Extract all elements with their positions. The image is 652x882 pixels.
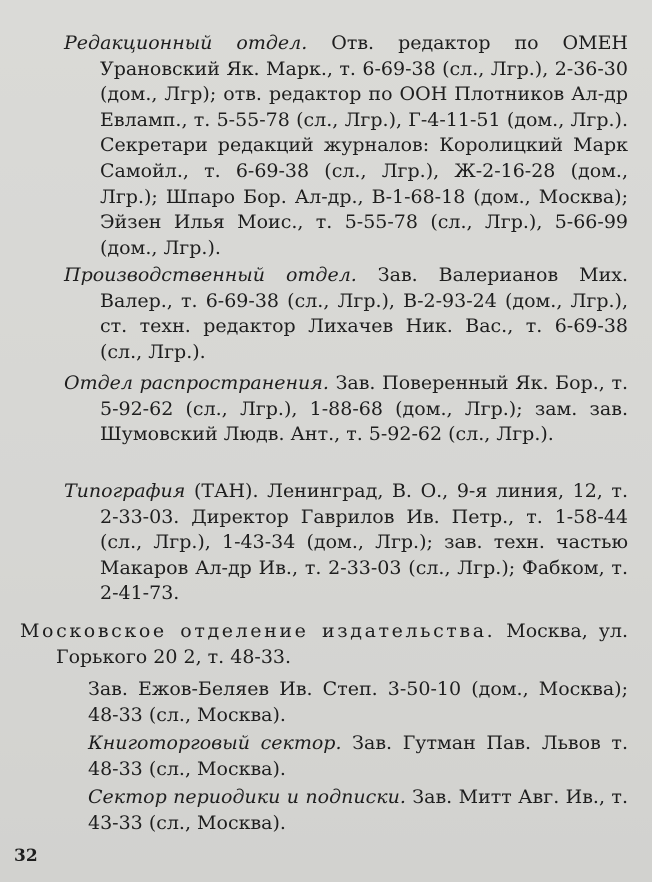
entry-moscow-head (88, 677, 628, 728)
entry-production-department (64, 263, 629, 365)
page-number: 32 (14, 846, 38, 866)
entry-printing-house (64, 479, 628, 607)
entry-text: Зав. Ежов-Беляев Ив. Степ. 3-50-10 (дом., Москва); 48-33 (сл., Москва). (88, 678, 628, 726)
entry-text: Зав. Поверенный Як. Бор., т. 5-92-62 (сл., Лгр.), 1-88-68 (дом., Лгр.); зам. зав. Шумовский Людв. Ант., т. 5-92-62 (сл., Лгр.). (100, 372, 629, 446)
entry-editorial-department (64, 31, 629, 261)
entry-text: Зав. Валерианов Мих. Валер., т. 6-69-38 (сл., Лгр.), В-2-93-24 (дом., Лгр.), ст. техн. редактор Лихачев Ник. Вас., т. 6-69-38 (сл., Лгр.). (100, 264, 629, 363)
entry-text: Москва, ул. Горького 20 2, т. 48-33. (56, 620, 628, 668)
entry-heading: Производственный отдел. (64, 264, 357, 286)
entry-heading: Отдел распространения. (64, 372, 329, 394)
entry-text: (ТАН). Ленинград, В. О., 9-я линия, 12, т. 2-33-03. Директор Гаврилов Ив. Петр., т. 1-58-44 (сл., Лгр.), 1-43-34 (дом., Лгр.); зав. техн. частью Макаров Ал-др Ив., т. 2-33-03 (сл., Лгр.); Фабком, т. 2-41-73. (100, 480, 628, 605)
entry-heading: Московское отделение издательства. (20, 620, 496, 642)
entry-book-trade-sector (88, 731, 628, 782)
entry-periodicals-sector (88, 785, 628, 836)
entry-text: Отв. редактор по ОМЕН Урановский Як. Марк., т. 6-69-38 (сл., Лгр.), 2-36-30 (дом., Лгр); отв. редактор по ООН Плотников Ал-др Евламп., т. 5-55-78 (сл., Лгр.), Г-4-11-51 (дом., Лгр.). Секретари редакций журналов: Королицкий Марк Самойл., т. 6-69-38 (сл., Лгр.), Ж-2-16-28 (дом., Лгр.); Шпаро Бор. Ал-др., В-1-68-18 (дом., Москва); Эйзен Илья Моис., т. 5-55-78 (сл., Лгр.), 5-66-99 (дом., Лгр.). (100, 32, 629, 259)
entry-text: Зав. Митт Авг. Ив., т. 43-33 (сл., Москва). (88, 786, 628, 834)
entry-moscow-branch (20, 619, 628, 670)
entry-heading: Книготорговый сектор. (88, 732, 342, 754)
entry-heading: Сектор периодики и подписки. (88, 786, 406, 808)
entry-heading: Типография (64, 480, 186, 502)
entry-heading: Редакционный отдел. (64, 32, 308, 54)
entry-text: Зав. Гутман Пав. Львов т. 48-33 (сл., Москва). (88, 732, 628, 780)
entry-distribution-department (64, 371, 629, 448)
